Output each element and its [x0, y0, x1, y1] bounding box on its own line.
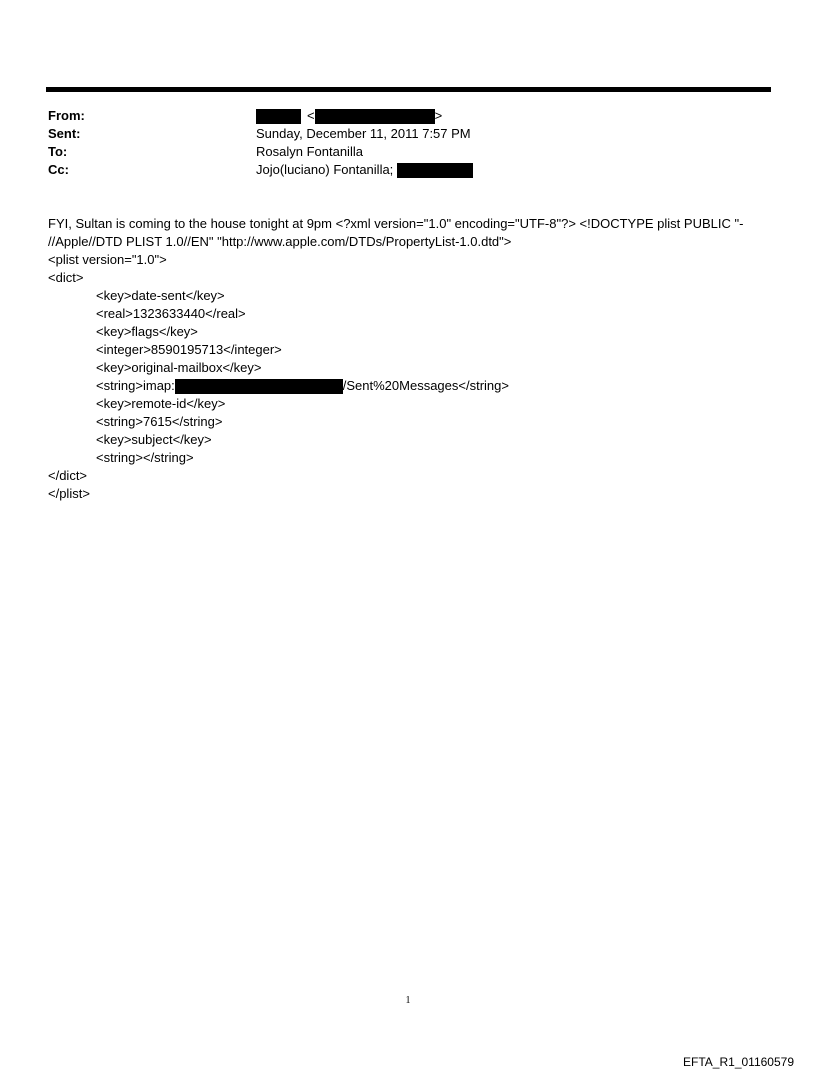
dict-close: </dict> [48, 468, 88, 483]
plist-line: <real>1323633440</real> [96, 306, 246, 321]
plist-line: <key>remote-id</key> [96, 396, 226, 411]
redaction-box [315, 109, 435, 124]
imap-suffix: /Sent%20Messages</string> [342, 378, 509, 393]
redaction-box [175, 379, 343, 394]
to-value: Rosalyn Fontanilla [256, 144, 363, 159]
plist-line: <integer>8590195713</integer> [96, 342, 282, 357]
to-row [48, 143, 473, 161]
imap-line [48, 377, 778, 395]
cc-row [48, 161, 473, 179]
imap-prefix: <string>imap: [96, 378, 175, 393]
body-line: //Apple//DTD PLIST 1.0//EN" "http://www.apple.com/DTDs/PropertyList-1.0.dtd"> [48, 234, 512, 249]
cc-name: Jojo(luciano) Fontanilla; [256, 162, 397, 177]
document-id: EFTA_R1_01160579 [683, 1055, 794, 1069]
plist-line: <key>date-sent</key> [96, 288, 225, 303]
email-header [48, 107, 473, 179]
redaction-box [256, 109, 301, 124]
page-number: 1 [405, 995, 411, 1006]
plist-open: <plist version="1.0"> [48, 252, 167, 267]
plist-line: <string>7615</string> [96, 414, 223, 429]
cc-value [256, 161, 473, 179]
dict-open: <dict> [48, 270, 84, 285]
from-label: From: [48, 108, 85, 123]
from-row [48, 107, 473, 125]
redaction-box [397, 163, 473, 178]
from-close-bracket: > [434, 108, 443, 123]
body-line: FYI, Sultan is coming to the house tonight at 9pm <?xml version="1.0" encoding="UTF-8"?> <!DOCTYPE plist PUBLIC "- [48, 216, 744, 231]
sent-value: Sunday, December 11, 2011 7:57 PM [256, 126, 471, 141]
sent-label: Sent: [48, 126, 81, 141]
plist-line: <key>subject</key> [96, 432, 212, 447]
plist-close: </plist> [48, 486, 90, 501]
from-value [256, 107, 442, 125]
cc-label: Cc: [48, 162, 69, 177]
plist-line: <key>original-mailbox</key> [96, 360, 262, 375]
email-body [48, 215, 778, 503]
to-label: To: [48, 144, 68, 159]
sent-row [48, 125, 473, 143]
plist-line: <string></string> [96, 450, 194, 465]
plist-line: <key>flags</key> [96, 324, 198, 339]
from-open-bracket: < [307, 108, 315, 123]
header-rule [46, 87, 771, 92]
